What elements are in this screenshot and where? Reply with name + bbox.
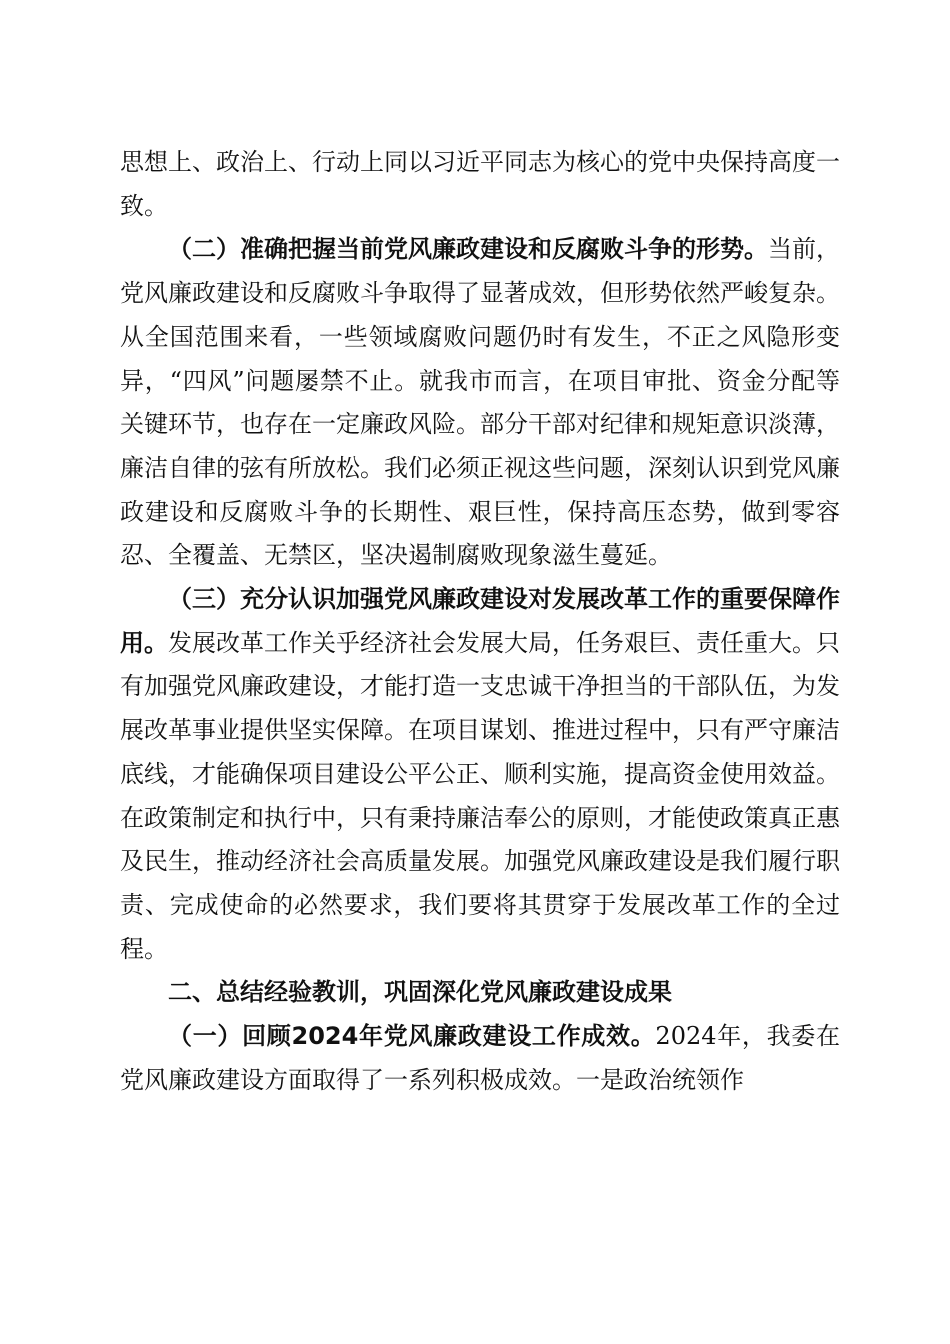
subheading-lead: （三）充分认识加强党风廉政建设对发展改革工作的重要保障作用。 xyxy=(120,585,840,657)
paragraph-continuation xyxy=(120,141,840,228)
paragraph-text: 思想上、政治上、行动上同以习近平同志为核心的党中央保持高度一致。 xyxy=(120,148,840,220)
document-body xyxy=(120,141,840,1102)
paragraph-situation xyxy=(120,228,840,578)
paragraph-text: 发展改革工作关乎经济社会发展大局，任务艰巨、责任重大。只有加强党风廉政建设，才能打造一支忠诚干净担当的干部队伍，为发展改革事业提供坚实保障。在项目谋划、推进过程中，只有严守廉洁底线，才能确保项目建设公平公正、顺利实施，提高资金使用效益。在政策制定和执行中，只有秉持廉洁奉公的原则，才能使政策真正惠及民生，推动经济社会高质量发展。加强党风廉政建设是我们履行职责、完成使命的必然要求，我们要将其贯穿于发展改革工作的全过程。 xyxy=(120,628,840,963)
section-heading: 二、总结经验教训，巩固深化党风廉政建设成果 xyxy=(168,978,672,1007)
subheading-lead: （一）回顾2024年党风廉政建设工作成效。 xyxy=(168,1022,656,1051)
subheading-lead: （二）准确把握当前党风廉政建设和反腐败斗争的形势。 xyxy=(168,235,768,264)
paragraph-text: 2024年，我委在党风廉政建设方面取得了一系列积极成效。一是政治统领作 xyxy=(120,1022,841,1094)
paragraph-review xyxy=(120,1015,840,1102)
paragraph-text: 当前，党风廉政建设和反腐败斗争取得了显著成效，但形势依然严峻复杂。从全国范围来看，一些领域腐败问题仍时有发生，不正之风隐形变异，“四风”问题屡禁不止。就我市而言，在项目审批、资金分配等关键环节，也存在一定廉政风险。部分干部对纪律和规矩意识淡薄，廉洁自律的弦有所放松。我们必须正视这些问题，深刻认识到党风廉政建设和反腐败斗争的长期性、艰巨性，保持高压态势，做到零容忍、全覆盖、无禁区，坚决遏制腐败现象滋生蔓延。 xyxy=(120,235,840,570)
paragraph-guarantee xyxy=(120,578,840,971)
